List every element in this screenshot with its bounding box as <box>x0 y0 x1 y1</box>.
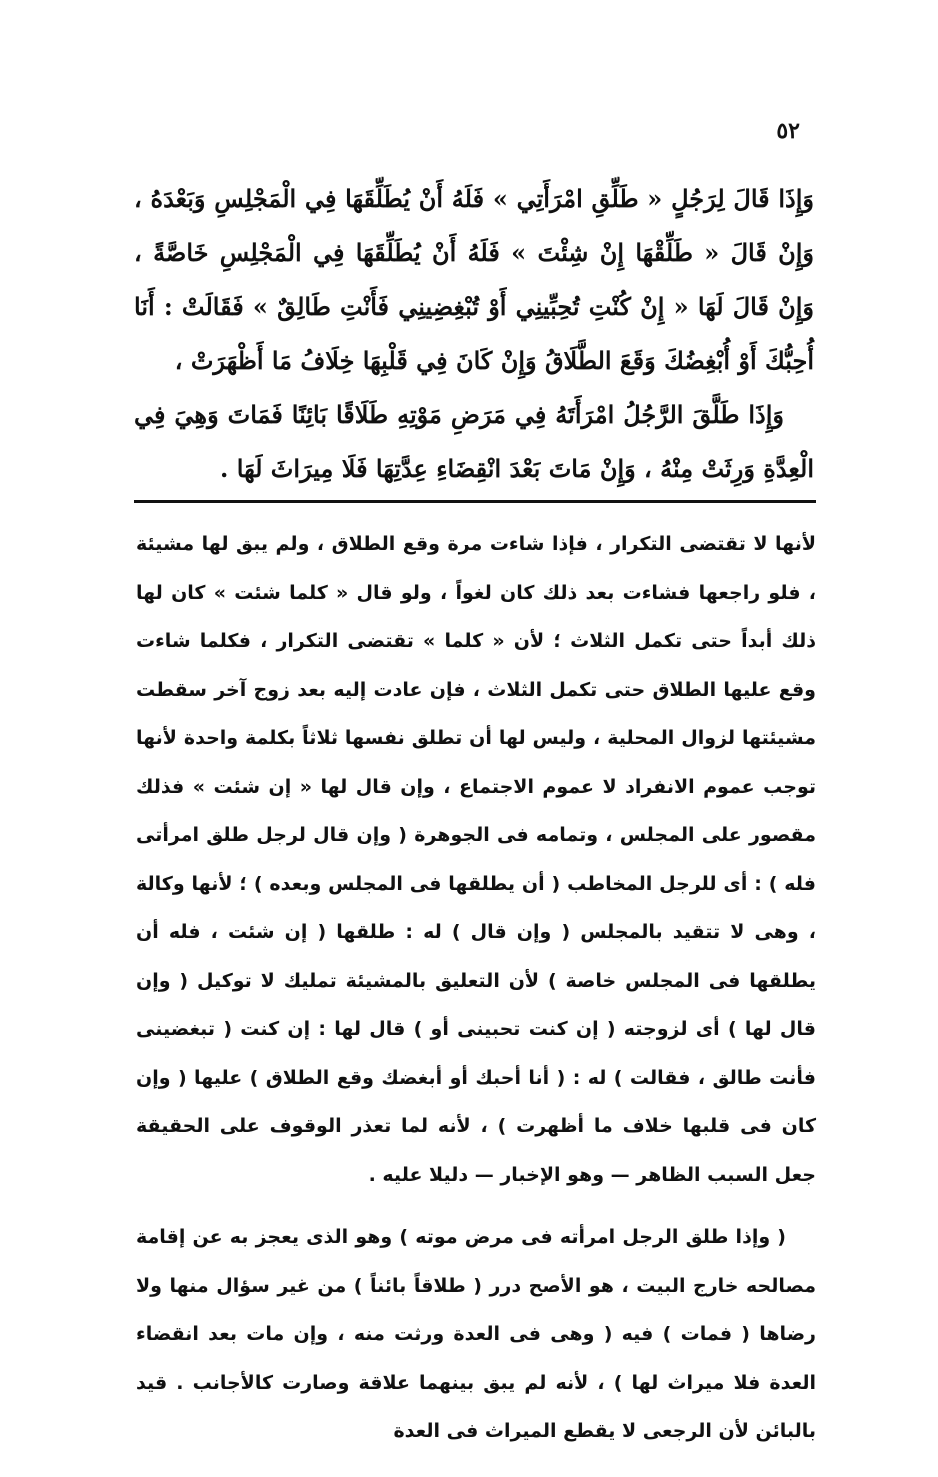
main-text-paragraph-1: وَإِذَا قَالَ لِرَجُلٍ « طَلِّقِ امْرَأَتِي » فَلَهُ أَنْ يُطَلِّقَهَا فِي الْمَجْلِسِ وَبَعْدَهُ ، وَإِنْ قَالَ « طَلِّقْهَا إِنْ شِئْتَ » فَلَهُ أَنْ يُطَلِّقَهَا فِي الْمَجْلِسِ خَاصَّةً ، وَإِنْ قَالَ لَهَا « إِنْ كُنْتِ تُحِبِّينِي أَوْ تُبْغِضِينِي فَأَنْتِ طَالِقٌ » فَقَالَتْ : أَنَا أُحِبُّكَ أَوْ أُبْغِضُكَ وَقَعَ الطَّلَاقُ وَإِنْ كَانَ فِي قَلْبِهَا خِلَافُ مَا أَظْهَرَتْ ، <box>134 184 814 375</box>
commentary-paragraph-2: ( وإذا طلق الرجل امرأته فى مرض موته ) وهو الذى يعجز به عن إقامة مصالحه خارج البيت ، هو الأصح درر ( طلاقاً بائناً ) من غير سؤال منها ولا رضاها ( فمات ) فيه ( وهى فى العدة ورثت منه ، وإن مات بعد انقضاء العدة فلا ميراث لها ) ، لأنه لم يبق بينهما علاقة وصارت كالأجانب . قيد بالبائن لأن الرجعى لا يقطع الميراث فى العدة <box>136 1226 816 1442</box>
commentary-paragraph-1: لأنها لا تقتضى التكرار ، فإذا شاءت مرة وقع الطلاق ، ولم يبق لها مشيئة ، فلو راجعها فشاءت بعد ذلك كان لغواً ، ولو قال « كلما شئت » كان لها ذلك أبداً حتى تكمل الثلاث ؛ لأن « كلما » تقتضى التكرار ، فكلما شاءت وقع عليها الطلاق حتى تكمل الثلاث ، فإن عادت إليه بعد زوج آخر سقطت مشيئتها لزوال المحلية ، وليس لها أن تطلق نفسها ثلاثاً بكلمة واحدة لأنها توجب عموم الانفراد لا عموم الاجتماع ، وإن قال لها « إن شئت » فذلك مقصور على المجلس ، وتمامه فى الجوهرة ( وإن قال لرجل طلق امرأتى فله ) : أى للرجل المخاطب ( أن يطلقها فى المجلس وبعده ) ؛ لأنها وكالة ، وهى لا تتقيد بالمجلس ( وإن قال ) له : طلقها ( إن شئت ، فله أن يطلقها فى المجلس خاصة ) لأن التعليق بالمشيئة تمليك لا توكيل ( وإن قال لها ) أى لزوجته ( إن كنت تحبينى أو ) قال لها : إن كنت ( تبغضينى فأنت طالق ، فقالت ) له : ( أنا أحبك أو أبغضك وقع الطلاق ) عليها ( وإن كان فى قلبها خلاف ما أظهرت ) ، لأنه لما تعذر الوقوف على الحقيقة جعل السبب الظاهر — وهو الإخبار — دليلا عليه . <box>136 533 816 1186</box>
section-divider <box>134 500 816 503</box>
commentary-text <box>136 520 816 1456</box>
main-text-paragraph-2: وَإِذَا طَلَّقَ الرَّجُلُ امْرَأَتَهُ فِي مَرَضِ مَوْتِهِ طَلَاقًا بَائِنًا فَمَاتَ وَهِيَ فِي الْعِدَّةِ وَرِثَتْ مِنْهُ ، وَإِنْ مَاتَ بَعْدَ انْقِضَاءِ عِدَّتِهَا فَلَا مِيرَاثَ لَهَا . <box>134 400 814 483</box>
main-text <box>134 172 814 496</box>
page-number: ٥٢ <box>776 118 800 144</box>
